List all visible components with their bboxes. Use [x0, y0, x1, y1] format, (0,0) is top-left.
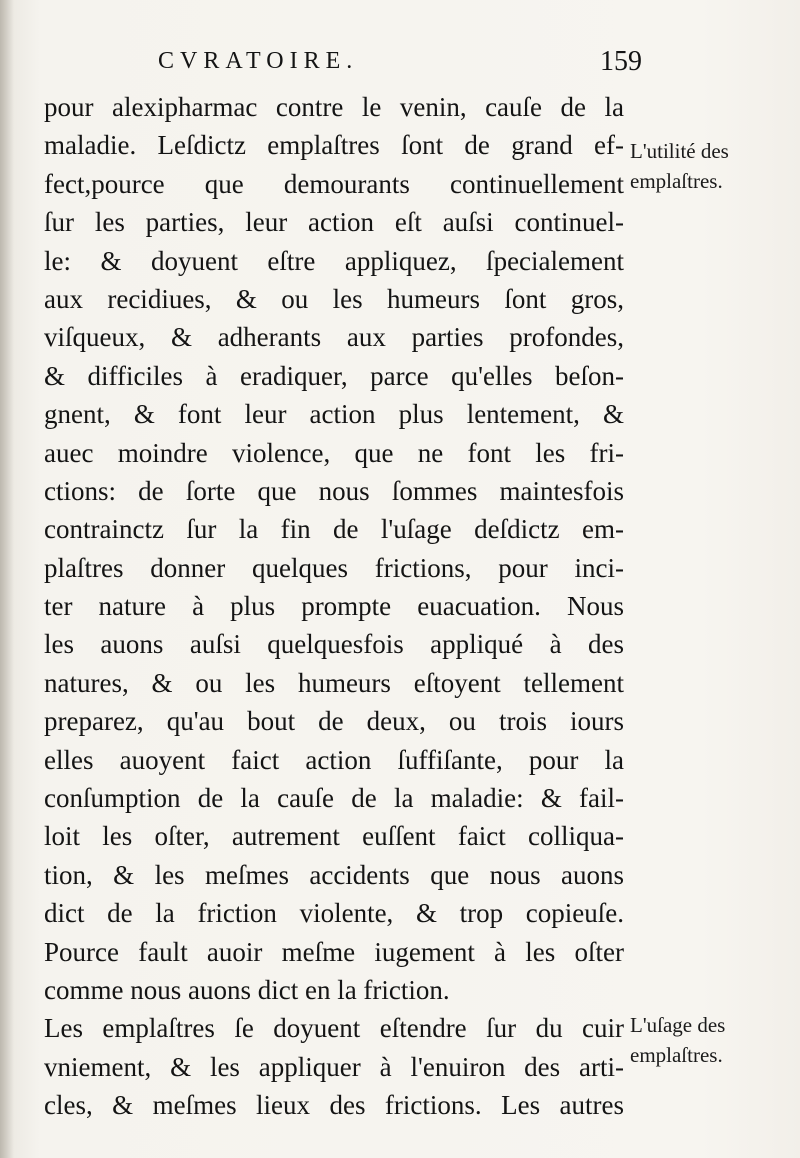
text-line: pour alexipharmac contre le venin, cauſe de la: [44, 92, 624, 122]
text-line: dict de la friction violente, & trop copieuſe.: [44, 898, 624, 929]
page-number: 159: [600, 46, 642, 77]
margin-note-usage: [630, 1010, 798, 1070]
text-line: tion, & les meſmes accidents que nous auons: [44, 859, 624, 890]
text-line: maladie. Leſdictz emplaſtres ſont de grand ef-: [44, 130, 624, 161]
text-line: auec moindre violence, que ne font les fri-: [44, 437, 624, 468]
body-text: [44, 88, 624, 1125]
text-line: Pource fault auoir meſme iugement à les oſter: [44, 936, 624, 967]
text-line: viſqueux, & adherants aux parties profondes,: [44, 322, 624, 353]
margin-note-utility: [630, 136, 798, 196]
text-line: aux recidiues, & ou les humeurs ſont gros,: [44, 283, 624, 314]
text-line: contrainctz ſur la fin de l'uſage deſdictz em-: [44, 514, 624, 545]
text-line: plaſtres donner quelques frictions, pour inci-: [44, 552, 624, 583]
page-header: [40, 44, 660, 84]
running-head: CVRATOIRE.: [158, 48, 359, 74]
text-line: ctions: de ſorte que nous ſommes maintesfois: [44, 475, 624, 506]
text-line: preparez, qu'au bout de deux, ou trois iours: [44, 706, 624, 737]
margin-note-line: L'uſage des: [630, 1013, 726, 1037]
text-line: les auons auſsi quelquesfois appliqué à des: [44, 629, 624, 660]
margin-note-line: L'utilité des: [630, 139, 729, 163]
text-line: vniement, & les appliquer à l'enuiron des arti-: [44, 1051, 624, 1082]
text-line: Les emplaſtres ſe doyuent eſtendre ſur du cuir: [44, 1013, 624, 1044]
margin-note-line: emplaſtres.: [630, 169, 723, 193]
text-line: natures, & ou les humeurs eſtoyent tellement: [44, 667, 624, 698]
text-line: cles, & meſmes lieux des frictions. Les autres: [44, 1090, 624, 1121]
text-line: loit les oſter, autrement euſſent faict colliqua-: [44, 821, 624, 852]
text-line: gnent, & font leur action plus lentement, &: [44, 399, 624, 430]
text-line: & difficiles à eradiquer, parce qu'elles beſon-: [44, 360, 624, 391]
gutter-shadow: [0, 0, 14, 1158]
text-line: elles auoyent faict action ſuffiſante, pour la: [44, 744, 624, 775]
text-line: ſur les parties, leur action eſt auſsi continuel-: [44, 207, 624, 238]
text-line: conſumption de la cauſe de la maladie: & fail-: [44, 783, 624, 814]
text-line: le: & doyuent eſtre appliquez, ſpecialement: [44, 245, 624, 276]
text-line: fect,pource que demourants continuellement: [44, 168, 624, 199]
text-line: comme nous auons dict en la friction.: [44, 974, 450, 1005]
text-line: ter nature à plus prompte euacuation. Nous: [44, 591, 624, 622]
margin-note-line: emplaſtres.: [630, 1043, 723, 1067]
